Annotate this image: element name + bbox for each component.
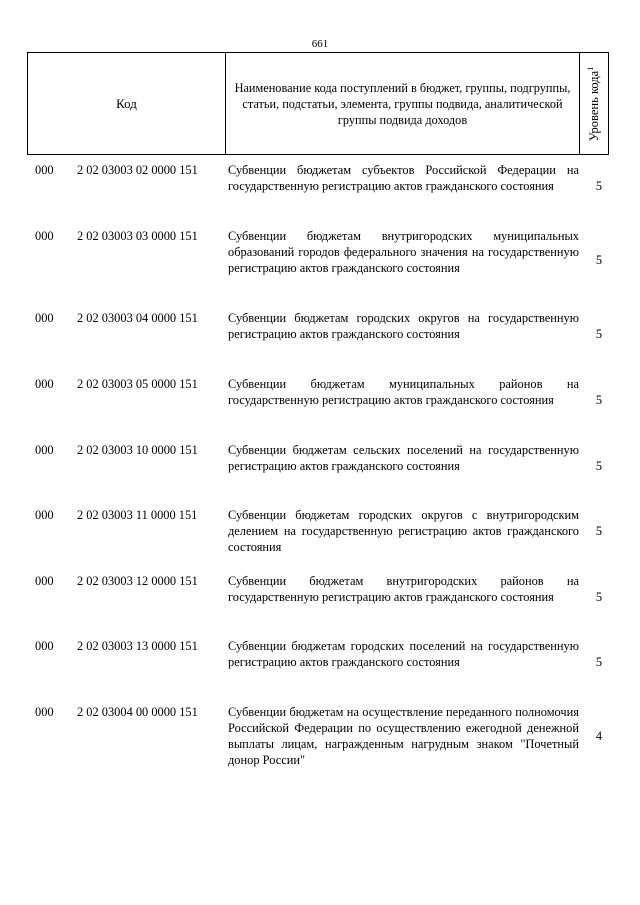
page-number: 661 (311, 38, 329, 50)
header-code: Код (28, 53, 226, 154)
row-prefix: 000 (35, 229, 54, 243)
header-level-text (586, 66, 602, 140)
header-level (580, 53, 608, 154)
row-code: 2 02 03003 04 0000 151 (77, 311, 198, 325)
row-name: Субвенции бюджетам городских округов на государственную регистрацию актов гражданского состояния (228, 311, 579, 341)
row-level: 5 (595, 524, 603, 538)
header-level-label: Уровень кода (587, 70, 602, 141)
row-prefix: 000 (35, 639, 54, 653)
row-level: 5 (595, 327, 603, 341)
header-level-footnote: 1 (585, 66, 595, 71)
row-code: 2 02 03003 03 0000 151 (77, 229, 198, 243)
row-prefix: 000 (35, 311, 54, 325)
row-name: Субвенции бюджетам городских поселений на государственную регистрацию актов гражданского состояния (228, 639, 579, 669)
header-name: Наименование кода поступлений в бюджет, группы, подгруппы, статьи, подстатьи, элемента, группы подвида, аналитической группы подвида доходов (226, 53, 580, 154)
row-prefix: 000 (35, 508, 54, 522)
row-level: 5 (595, 179, 603, 193)
row-prefix: 000 (35, 443, 54, 457)
row-name: Субвенции бюджетам сельских поселений на государственную регистрацию актов гражданского состояния (228, 443, 579, 473)
row-level: 5 (595, 393, 603, 407)
row-name: Субвенции бюджетам внутригородских муниципальных образований городов федерального значения на государственную регистрацию актов гражданского состояния (228, 229, 579, 275)
row-code: 2 02 03003 12 0000 151 (77, 574, 198, 588)
row-name: Субвенции бюджетам внутригородских районов на государственную регистрацию актов гражданского состояния (228, 574, 579, 604)
row-name: Субвенции бюджетам муниципальных районов на государственную регистрацию актов гражданского состояния (228, 377, 579, 407)
row-code: 2 02 03003 11 0000 151 (77, 508, 198, 522)
row-code: 2 02 03003 05 0000 151 (77, 377, 198, 391)
row-name: Субвенции бюджетам на осуществление переданного полномочия Российской Федерации по осуществлению ежегодной денежной выплаты лицам, награжденным нагрудным знаком "Почетный донор России" (228, 705, 579, 767)
row-name: Субвенции бюджетам субъектов Российской Федерации на государственную регистрацию актов гражданского состояния (228, 163, 579, 193)
row-code: 2 02 03003 10 0000 151 (77, 443, 198, 457)
row-prefix: 000 (35, 705, 54, 719)
row-code: 2 02 03003 13 0000 151 (77, 639, 198, 653)
row-level: 5 (595, 590, 603, 604)
row-level: 4 (595, 729, 603, 743)
row-code: 2 02 03003 02 0000 151 (77, 163, 198, 177)
row-prefix: 000 (35, 377, 54, 391)
row-name: Субвенции бюджетам городских округов с внутригородским делением на государственную регистрацию актов гражданского состояния (228, 508, 579, 554)
row-prefix: 000 (35, 163, 54, 177)
table-header (27, 52, 609, 155)
row-prefix: 000 (35, 574, 54, 588)
row-level: 5 (595, 253, 603, 267)
row-level: 5 (595, 459, 603, 473)
row-code: 2 02 03004 00 0000 151 (77, 705, 198, 719)
row-level: 5 (595, 655, 603, 669)
